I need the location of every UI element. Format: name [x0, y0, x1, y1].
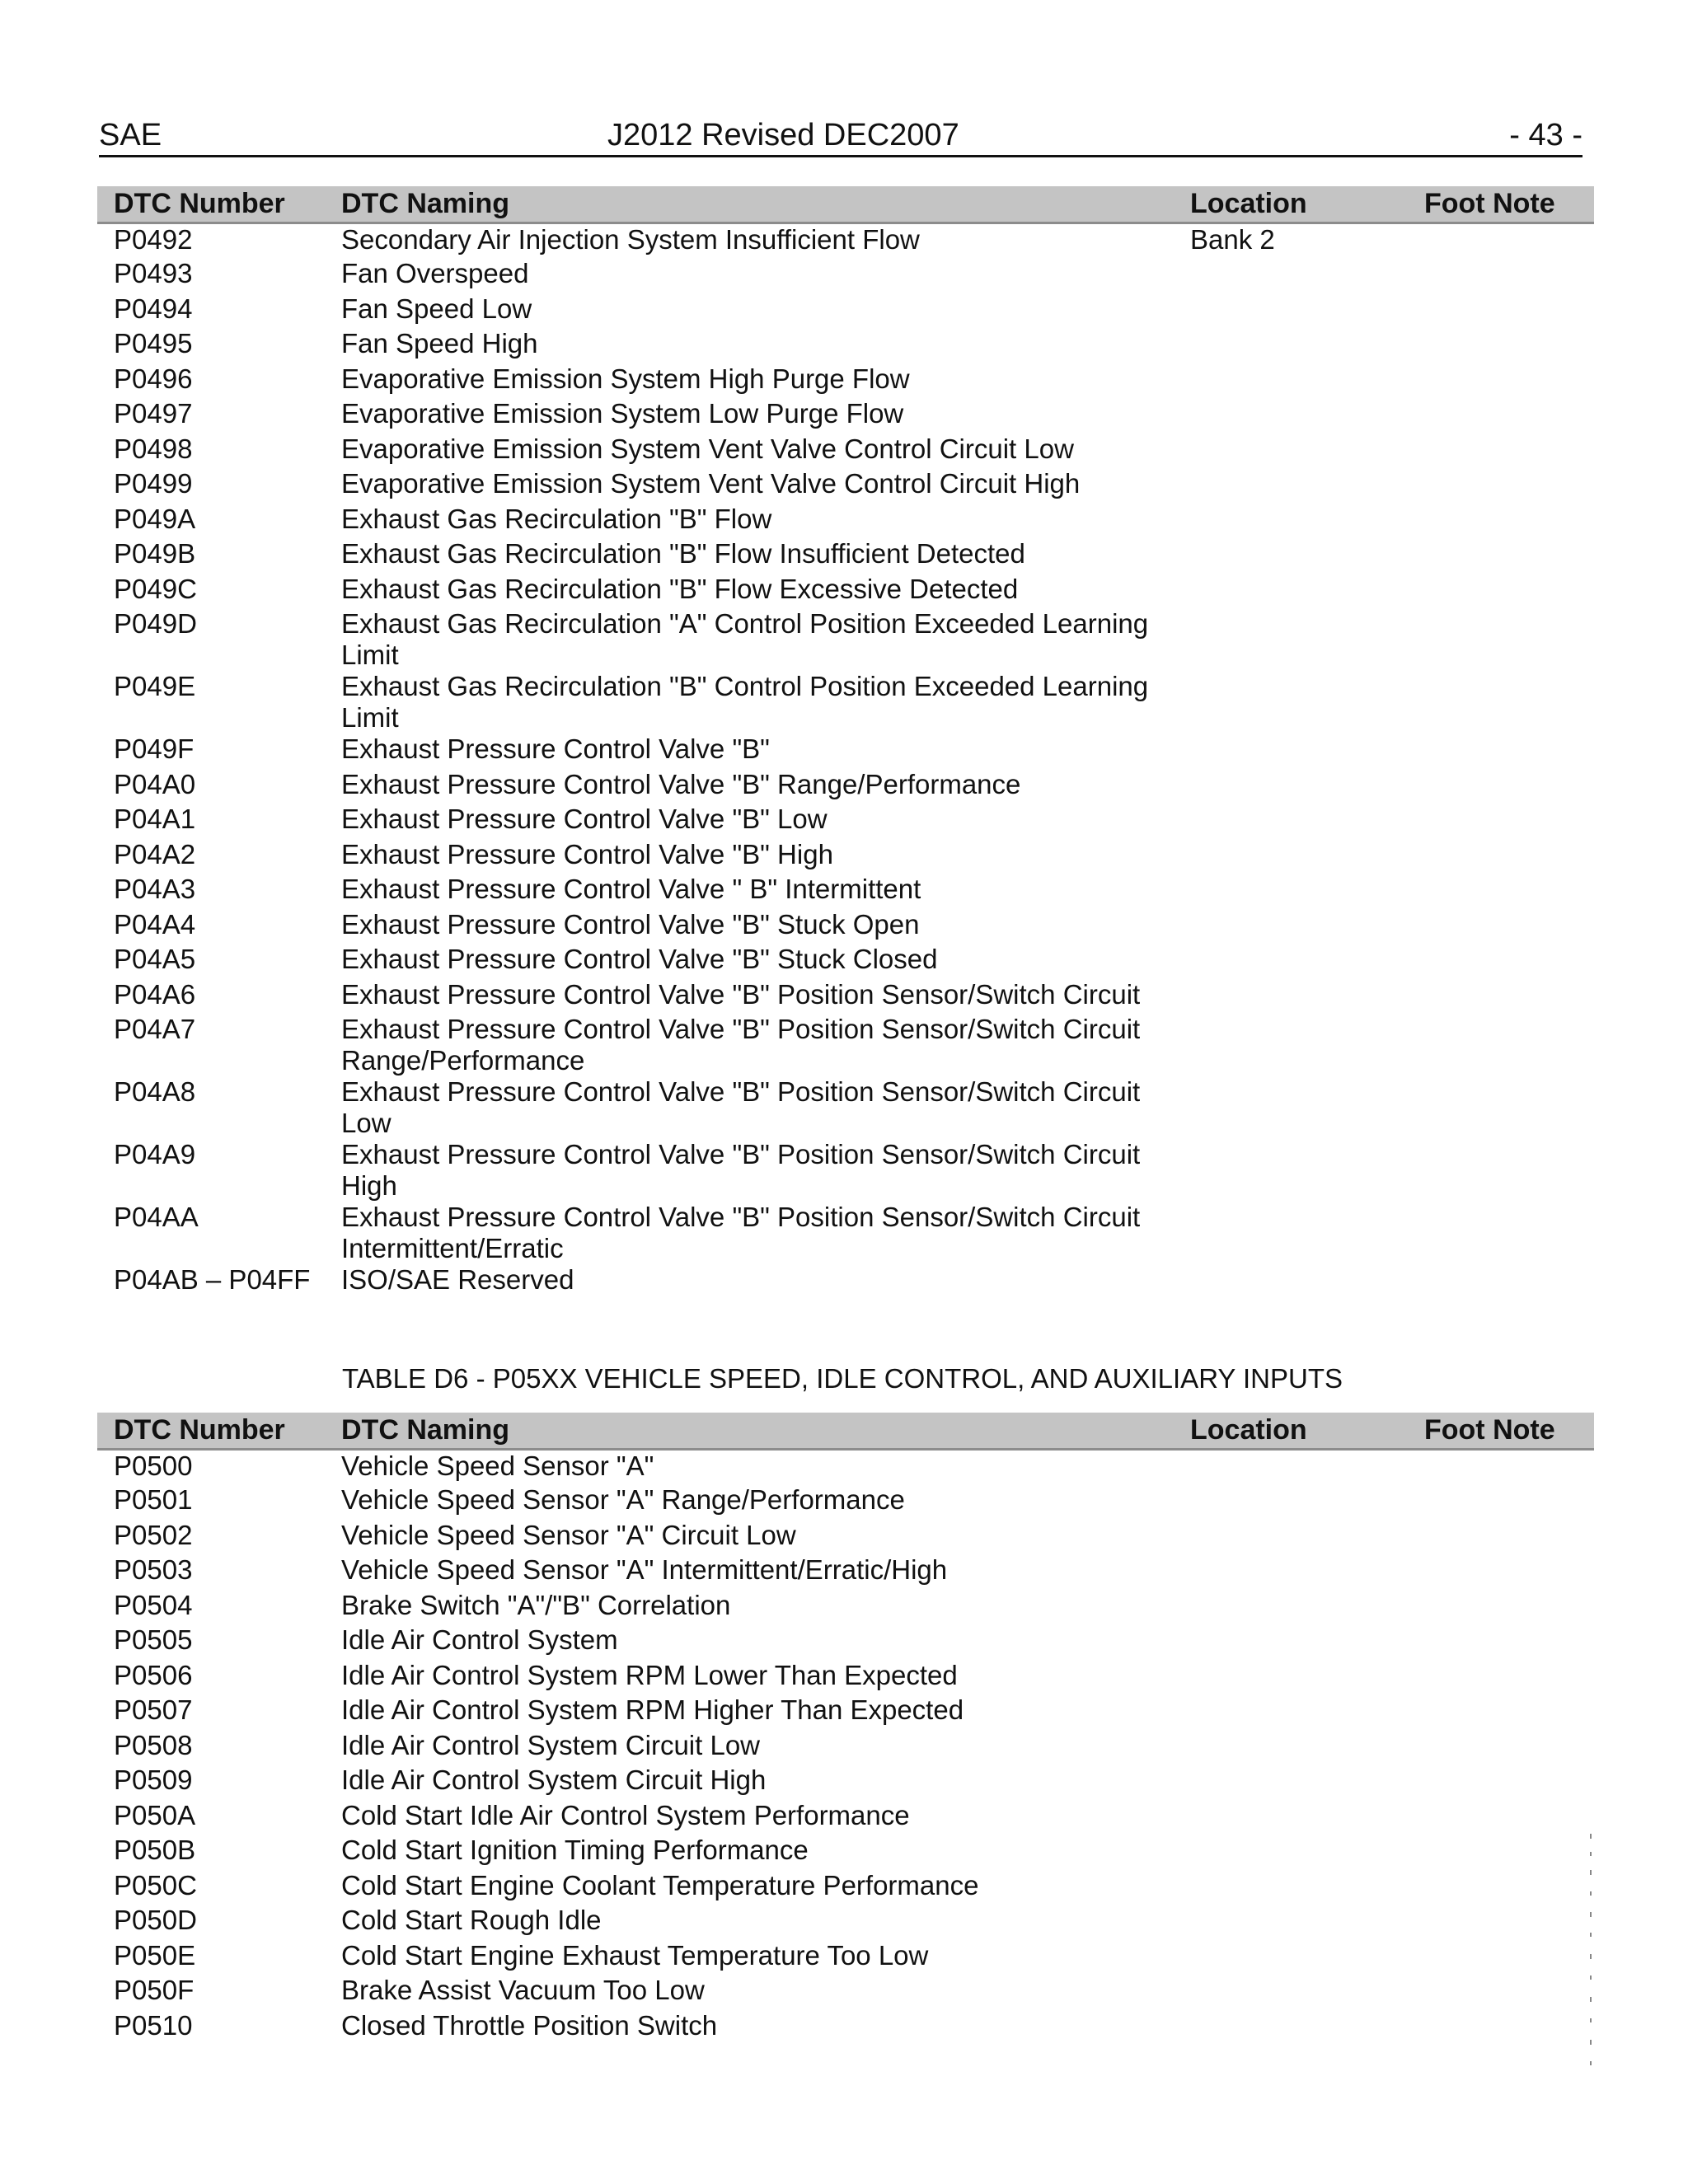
dtc-number-cell: P04A0	[114, 768, 196, 799]
location-cell	[1190, 258, 1424, 293]
dtc-naming-cell: Exhaust Pressure Control Valve "B" Stuck Closed	[341, 944, 938, 974]
location-cell	[1190, 538, 1424, 574]
foot-note-cell	[1424, 874, 1594, 909]
foot-note-cell	[1424, 1139, 1594, 1202]
dtc-number-cell: P050D	[114, 1905, 197, 1935]
foot-note-cell	[1424, 1554, 1594, 1590]
dtc-naming-cell: Idle Air Control System RPM Higher Than Expected	[341, 1694, 964, 1725]
location-cell	[1190, 328, 1424, 363]
foot-note-cell	[1424, 504, 1594, 539]
table-row	[97, 1450, 1594, 1485]
foot-note-cell	[1424, 2010, 1594, 2046]
header-standard-id: J2012 Revised DEC2007	[607, 118, 959, 152]
location-cell	[1190, 733, 1424, 769]
dtc-number-cell: P0494	[114, 293, 193, 324]
location-cell	[1190, 434, 1424, 469]
foot-note-cell	[1424, 538, 1594, 574]
table-row	[97, 1590, 1594, 1625]
table-row	[97, 1484, 1594, 1520]
dtc-number-cell: P04AB – P04FF	[114, 1264, 311, 1295]
table-row	[97, 1765, 1594, 1800]
dtc-naming-cell: Exhaust Gas Recirculation "A" Control Position Exceeded Learning Limit	[341, 608, 1149, 670]
dtc-number-cell: P04A5	[114, 944, 196, 974]
dtc-naming-cell: Vehicle Speed Sensor "A" Range/Performance	[341, 1484, 905, 1515]
dtc-naming-cell: Exhaust Gas Recirculation "B" Control Position Exceeded Learning Limit	[341, 671, 1149, 733]
dtc-number-cell: P049B	[114, 538, 196, 569]
dtc-naming-cell: Fan Overspeed	[341, 258, 529, 288]
location-cell	[1190, 1076, 1424, 1139]
dtc-number-cell: P0504	[114, 1589, 193, 1620]
table-row	[97, 1835, 1594, 1870]
location-cell	[1190, 1264, 1424, 1300]
location-cell	[1190, 1870, 1424, 1905]
location-cell	[1190, 1590, 1424, 1625]
table-row	[97, 909, 1594, 944]
dtc-number-cell: P04A7	[114, 1014, 196, 1044]
foot-note-cell	[1424, 1202, 1594, 1264]
dtc-number-cell: P04A1	[114, 804, 196, 834]
location-cell	[1190, 839, 1424, 874]
dtc-number-cell: P04A2	[114, 838, 196, 869]
table-row	[97, 328, 1594, 363]
dtc-naming-cell: Idle Air Control System Circuit Low	[341, 1729, 761, 1760]
location-cell	[1190, 293, 1424, 329]
foot-note-cell	[1424, 1014, 1594, 1076]
dtc-number-cell: P04A8	[114, 1076, 196, 1107]
location-cell	[1190, 804, 1424, 839]
location-cell	[1190, 671, 1424, 733]
dtc-naming-cell: Evaporative Emission System Vent Valve Control Circuit Low	[341, 433, 1074, 464]
dtc-number-cell: P0493	[114, 258, 193, 288]
table-row	[97, 979, 1594, 1015]
dtc-naming-cell: Exhaust Pressure Control Valve "B" Position Sensor/Switch Circuit High	[341, 1139, 1141, 1201]
dtc-naming-cell: Exhaust Gas Recirculation "B" Flow	[341, 503, 772, 534]
table-row	[97, 1554, 1594, 1590]
dtc-number-cell: P0509	[114, 1765, 193, 1795]
dtc-naming-cell: Idle Air Control System Circuit High	[341, 1765, 767, 1795]
dtc-naming-cell: Idle Air Control System RPM Lower Than Expected	[341, 1659, 958, 1690]
table-row	[97, 608, 1594, 671]
dtc-naming-cell: Exhaust Pressure Control Valve " B" Intermittent	[341, 874, 921, 904]
table-row	[97, 223, 1594, 259]
location-cell	[1190, 769, 1424, 804]
dtc-naming-cell: Fan Speed Low	[341, 293, 532, 324]
col-header-dtc-number: DTC Number	[97, 1413, 341, 1450]
location-cell	[1190, 2010, 1424, 2046]
foot-note-cell	[1424, 1835, 1594, 1870]
table-row	[97, 398, 1594, 434]
foot-note-cell	[1424, 1624, 1594, 1660]
table-row	[97, 434, 1594, 469]
table-row	[97, 1694, 1594, 1730]
col-header-dtc-number: DTC Number	[97, 186, 341, 223]
dtc-number-cell: P0510	[114, 2009, 193, 2041]
dtc-naming-cell: Exhaust Pressure Control Valve "B"	[341, 733, 770, 764]
location-cell	[1190, 874, 1424, 909]
dtc-number-cell: P0499	[114, 468, 193, 499]
foot-note-cell	[1424, 293, 1594, 329]
table-row	[97, 874, 1594, 909]
table-row	[97, 733, 1594, 769]
dtc-number-cell: P049D	[114, 608, 197, 639]
foot-note-cell	[1424, 1484, 1594, 1520]
dtc-table-p04xx	[97, 186, 1594, 1300]
dtc-number-cell: P0497	[114, 398, 193, 429]
table-row	[97, 1520, 1594, 1555]
location-cell	[1190, 1624, 1424, 1660]
foot-note-cell	[1424, 468, 1594, 504]
location-cell	[1190, 1139, 1424, 1202]
foot-note-cell	[1424, 328, 1594, 363]
table-row	[97, 574, 1594, 609]
table-row	[97, 1870, 1594, 1905]
table-row	[97, 258, 1594, 293]
dtc-naming-cell: Cold Start Engine Exhaust Temperature Too Low	[341, 1939, 929, 1971]
location-cell	[1190, 1660, 1424, 1695]
foot-note-cell	[1424, 804, 1594, 839]
dtc-naming-cell: Secondary Air Injection System Insufficient Flow	[341, 224, 920, 255]
table-row	[97, 1264, 1594, 1300]
col-header-location: Location	[1190, 1413, 1424, 1450]
scan-artifact-dots	[1589, 1834, 1592, 2081]
dtc-naming-cell: Exhaust Pressure Control Valve "B" Position Sensor/Switch Circuit Intermittent/Erratic	[341, 1202, 1141, 1263]
table-row	[97, 1975, 1594, 2010]
table-body	[97, 1450, 1594, 2046]
location-cell	[1190, 574, 1424, 609]
table-row	[97, 671, 1594, 733]
location-cell	[1190, 909, 1424, 944]
table-d6-title: TABLE D6 - P05XX VEHICLE SPEED, IDLE CONTROL, AND AUXILIARY INPUTS	[341, 1363, 1343, 1394]
dtc-naming-cell: ISO/SAE Reserved	[341, 1264, 574, 1295]
dtc-number-cell: P049E	[114, 671, 196, 701]
dtc-naming-cell: Evaporative Emission System High Purge Flow	[341, 363, 910, 394]
location-cell	[1190, 1014, 1424, 1076]
foot-note-cell	[1424, 1450, 1594, 1485]
location-cell	[1190, 468, 1424, 504]
location-cell: Bank 2	[1190, 224, 1275, 255]
dtc-naming-cell: Exhaust Gas Recirculation "B" Flow Excessive Detected	[341, 573, 1019, 604]
dtc-naming-cell: Exhaust Pressure Control Valve "B" Position Sensor/Switch Circuit	[341, 978, 1141, 1010]
col-header-foot-note: Foot Note	[1424, 1413, 1594, 1450]
foot-note-cell	[1424, 608, 1594, 671]
table-header-row	[97, 1413, 1594, 1450]
table-body	[97, 223, 1594, 1300]
dtc-naming-cell: Idle Air Control System	[341, 1624, 618, 1655]
location-cell	[1190, 979, 1424, 1015]
table-row	[97, 1202, 1594, 1264]
dtc-number-cell: P0506	[114, 1659, 193, 1690]
dtc-number-cell: P050B	[114, 1835, 196, 1865]
foot-note-cell	[1424, 363, 1594, 399]
dtc-naming-cell: Evaporative Emission System Vent Valve Control Circuit High	[341, 468, 1081, 499]
dtc-number-cell: P0496	[114, 363, 193, 394]
dtc-naming-cell: Exhaust Pressure Control Valve "B" Position Sensor/Switch Circuit Range/Performance	[341, 1014, 1141, 1076]
page-header	[99, 115, 1582, 157]
dtc-number-cell: P050C	[114, 1869, 197, 1900]
location-cell	[1190, 504, 1424, 539]
dtc-number-cell: P04AA	[114, 1202, 199, 1232]
location-cell	[1190, 1520, 1424, 1555]
dtc-naming-cell: Fan Speed High	[341, 328, 538, 359]
dtc-naming-cell: Exhaust Pressure Control Valve "B" Position Sensor/Switch Circuit Low	[341, 1076, 1141, 1138]
foot-note-cell	[1424, 1765, 1594, 1800]
foot-note-cell	[1424, 944, 1594, 979]
dtc-naming-cell: Cold Start Ignition Timing Performance	[341, 1835, 809, 1865]
table-row	[97, 293, 1594, 329]
col-header-dtc-naming: DTC Naming	[341, 186, 1190, 223]
location-cell	[1190, 1730, 1424, 1765]
dtc-naming-cell: Brake Switch "A"/"B" Correlation	[341, 1589, 731, 1620]
table-header-row	[97, 186, 1594, 223]
location-cell	[1190, 1554, 1424, 1590]
foot-note-cell	[1424, 1264, 1594, 1300]
location-cell	[1190, 944, 1424, 979]
table-row	[97, 1940, 1594, 1975]
foot-note-cell	[1424, 1730, 1594, 1765]
location-cell	[1190, 608, 1424, 671]
location-cell	[1190, 1765, 1424, 1800]
table-row	[97, 1800, 1594, 1835]
foot-note-cell	[1424, 1660, 1594, 1695]
foot-note-cell	[1424, 1076, 1594, 1139]
col-header-location: Location	[1190, 186, 1424, 223]
dtc-number-cell: P0507	[114, 1694, 193, 1725]
table-row	[97, 1660, 1594, 1695]
dtc-naming-cell: Exhaust Pressure Control Valve "B" Low	[341, 804, 828, 834]
location-cell	[1190, 1450, 1424, 1485]
foot-note-cell	[1424, 574, 1594, 609]
dtc-number-cell: P049A	[114, 503, 196, 534]
location-cell	[1190, 1484, 1424, 1520]
foot-note-cell	[1424, 839, 1594, 874]
col-header-dtc-naming: DTC Naming	[341, 1413, 1190, 1450]
location-cell	[1190, 1905, 1424, 1940]
foot-note-cell	[1424, 1975, 1594, 2010]
dtc-number-cell: P0505	[114, 1624, 193, 1655]
table-row	[97, 363, 1594, 399]
location-cell	[1190, 1694, 1424, 1730]
col-header-foot-note: Foot Note	[1424, 186, 1594, 223]
dtc-naming-cell: Cold Start Engine Coolant Temperature Performance	[341, 1869, 979, 1900]
dtc-naming-cell: Vehicle Speed Sensor "A" Circuit Low	[341, 1519, 796, 1550]
table-row	[97, 1624, 1594, 1660]
location-cell	[1190, 1835, 1424, 1870]
foot-note-cell	[1424, 1694, 1594, 1730]
dtc-table-p05xx	[97, 1413, 1594, 2045]
dtc-naming-cell: Exhaust Gas Recirculation "B" Flow Insufficient Detected	[341, 538, 1025, 569]
dtc-naming-cell: Exhaust Pressure Control Valve "B" Range/Performance	[341, 768, 1021, 799]
table-row	[97, 468, 1594, 504]
dtc-number-cell: P04A4	[114, 908, 196, 940]
foot-note-cell	[1424, 398, 1594, 434]
dtc-number-cell: P04A9	[114, 1139, 196, 1169]
dtc-naming-cell: Exhaust Pressure Control Valve "B" Stuck Open	[341, 908, 920, 940]
foot-note-cell	[1424, 1590, 1594, 1625]
dtc-naming-cell: Exhaust Pressure Control Valve "B" High	[341, 838, 833, 869]
dtc-number-cell: P0502	[114, 1519, 193, 1550]
foot-note-cell	[1424, 769, 1594, 804]
foot-note-cell	[1424, 671, 1594, 733]
location-cell	[1190, 1800, 1424, 1835]
table-row	[97, 1730, 1594, 1765]
dtc-number-cell: P0492	[114, 224, 193, 255]
dtc-number-cell: P04A3	[114, 874, 196, 904]
dtc-number-cell: P0495	[114, 328, 193, 359]
dtc-naming-cell: Cold Start Rough Idle	[341, 1905, 602, 1935]
location-cell	[1190, 1202, 1424, 1264]
table-row	[97, 538, 1594, 574]
dtc-naming-cell: Closed Throttle Position Switch	[341, 2009, 718, 2041]
dtc-number-cell: P050A	[114, 1799, 196, 1830]
foot-note-cell	[1424, 434, 1594, 469]
header-org: SAE	[99, 118, 162, 152]
location-cell	[1190, 398, 1424, 434]
location-cell	[1190, 1975, 1424, 2010]
foot-note-cell	[1424, 223, 1594, 259]
dtc-number-cell: P0508	[114, 1729, 193, 1760]
table-row	[97, 769, 1594, 804]
foot-note-cell	[1424, 1940, 1594, 1975]
dtc-naming-cell: Cold Start Idle Air Control System Performance	[341, 1799, 910, 1830]
table-row	[97, 2010, 1594, 2046]
table-row	[97, 1139, 1594, 1202]
table-row	[97, 504, 1594, 539]
table-row	[97, 1905, 1594, 1940]
header-page-number: - 43 -	[1509, 118, 1582, 152]
foot-note-cell	[1424, 979, 1594, 1015]
dtc-number-cell: P049C	[114, 573, 197, 604]
dtc-number-cell: P0503	[114, 1554, 193, 1585]
foot-note-cell	[1424, 733, 1594, 769]
dtc-number-cell: P050F	[114, 1975, 195, 2005]
table-row	[97, 1014, 1594, 1076]
foot-note-cell	[1424, 1905, 1594, 1940]
table-row	[97, 944, 1594, 979]
dtc-number-cell: P0500	[114, 1451, 193, 1481]
dtc-number-cell: P04A6	[114, 978, 196, 1010]
dtc-number-cell: P0498	[114, 433, 193, 464]
dtc-naming-cell: Vehicle Speed Sensor "A"	[341, 1451, 654, 1481]
location-cell	[1190, 363, 1424, 399]
dtc-naming-cell: Brake Assist Vacuum Too Low	[341, 1975, 705, 2005]
table-row	[97, 839, 1594, 874]
dtc-number-cell: P0501	[114, 1484, 193, 1515]
dtc-naming-cell: Evaporative Emission System Low Purge Flow	[341, 398, 904, 429]
dtc-number-cell: P049F	[114, 733, 195, 764]
location-cell	[1190, 1940, 1424, 1975]
dtc-number-cell: P050E	[114, 1939, 196, 1971]
table-row	[97, 1076, 1594, 1139]
foot-note-cell	[1424, 909, 1594, 944]
foot-note-cell	[1424, 1800, 1594, 1835]
foot-note-cell	[1424, 1870, 1594, 1905]
foot-note-cell	[1424, 258, 1594, 293]
dtc-naming-cell: Vehicle Speed Sensor "A" Intermittent/Erratic/High	[341, 1554, 948, 1585]
foot-note-cell	[1424, 1520, 1594, 1555]
table-row	[97, 804, 1594, 839]
